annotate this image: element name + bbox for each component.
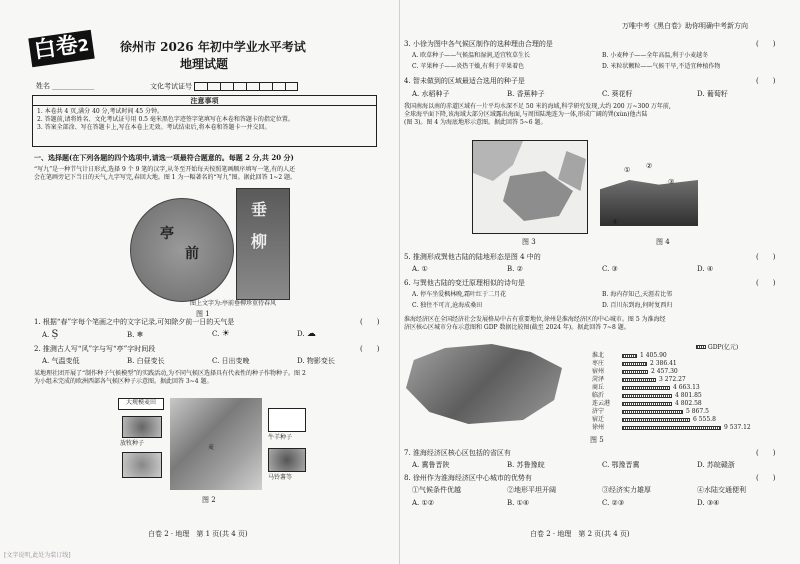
option-b[interactable]: B. 小麦种子——全年高温,利于小麦越冬 [602,52,709,59]
gdp-bar [622,370,648,374]
option-c[interactable]: C. 独往不可言,沧海成桑田 [412,302,483,309]
fig1-caption: 图上文字为:亭前垂柳珍重待春风 [190,300,277,307]
question-6: 6. 与巽他古陆的变迁原理相似的诗句是 [404,279,525,287]
terrain-mark: ② [646,162,653,170]
gdp-bar [622,394,672,398]
figure-1 [130,188,290,308]
fig1-char: 前 [185,246,199,262]
option-d[interactable]: D. 苏皖赣浙 [697,461,735,469]
seed-card: 牛羊种子 [268,434,293,441]
category-label: 淮北 [592,352,605,359]
terrain-mark: ④ [612,218,619,226]
answer-paren[interactable]: ( ) [756,279,776,287]
option-d[interactable]: D. ☁ [297,329,316,339]
figure-2 [118,394,308,494]
option-b[interactable]: B. ①④ [507,499,530,507]
option-c[interactable]: C. ②③ [602,499,625,507]
terrain-mark: ① [624,166,631,174]
binding-note: [文字说明,此处为装订线] [4,552,71,559]
question-8: 8. 徐州作为淮海经济区中心城市的优势有 [404,474,532,482]
page-footer: 白卷 2 · 地理 第 2 页(共 4 页) [530,530,630,538]
category-label: 连云港 [592,400,611,407]
fig1-label: 图 1 [196,310,210,318]
value-label: 4 663.13 [673,384,700,391]
category-label: 枣庄 [592,360,605,367]
figure-3-map [472,140,588,234]
section-heading: 一、选择题(在下列各题的四个选项中,请选一项最符合题意的。每题 2 分,共 20 分) [34,153,294,162]
value-label: 9 537.12 [724,424,751,431]
exam-badge: 白卷2 [28,30,95,68]
page-header: 万唯中考《黑白卷》助你明确中考新方向 [622,22,748,30]
answer-paren[interactable]: ( ) [360,318,380,326]
legend-label: GDP(亿元) [707,344,739,351]
option-b[interactable]: B. 香蕉种子 [507,90,545,98]
value-label: 3 272.27 [659,376,686,383]
exam-subtitle: 地理试题 [180,57,229,71]
option-b[interactable]: B. 海内存知己,天涯若比邻 [602,291,673,298]
option-d[interactable]: D. 米粒状颗粒——气候干旱,不适宜种植作物 [602,63,721,70]
category-label: 徐州 [592,424,605,431]
option-d[interactable]: D. 葡萄籽 [697,90,728,98]
gdp-bar [622,410,683,414]
id-field[interactable]: 文化考试证号 [150,82,298,92]
statement: ①气候条件优越 [412,486,461,494]
xiejiu-panel [236,188,290,300]
option-c[interactable]: C. ③ [602,265,618,273]
notice-item: 1. 本卷共 4 页,满分 40 分,考试时间 45 分钟。 [37,108,163,115]
option-d[interactable]: D. ③④ [697,499,720,507]
question-4: 4. 智未做到的区域最适合选用的种子是 [404,77,525,85]
option-a[interactable]: A. ① [412,265,428,273]
seed-card: 马铃薯等 [268,474,293,481]
option-c[interactable]: C. 葵花籽 [602,90,633,98]
chart-plot [592,352,796,434]
seed-card: 大规模麦田 [118,398,164,410]
map-label: 麦 [208,444,215,451]
option-b[interactable]: B. ❄ [127,330,144,339]
seed-photo [268,408,306,432]
intro-paragraph: “写九”是一种节气计日形式,选择 9 个 9 笔的汉字,从冬至开始每天按照笔画顺序填写一笔,有的人还 会在笔画旁记下当日的天气,九字写完,春回大地。图 1 为一幅著名的“写九”图。据此回答 1~2 题。 [34,166,297,181]
xiejiu-disc [130,198,234,302]
option-a[interactable]: A. ①② [412,499,435,507]
answer-paren[interactable]: ( ) [756,253,776,261]
page-2 [400,0,800,564]
option-a[interactable]: A. 冀鲁晋陕 [412,461,450,469]
question-2: 2. 推测古人写“风”字与写“亭”字时间段 [34,345,156,353]
answer-paren[interactable]: ( ) [756,77,776,85]
gdp-bar [622,378,656,382]
rain-sun-icon: Ș [51,329,59,340]
fig5-label: 图 5 [590,436,604,444]
fig1-char: 亭 [160,226,174,242]
answer-paren[interactable]: ( ) [756,40,776,48]
figure-4-seafloor [596,160,706,232]
intro-paragraph: 我国南海以南的赤道区域有一片平均水深不足 50 米的海域,科学研究发现,大约 200 万~300 万年前, 全球海平面下降,该海域大部分区域露出海面,与周围陆地连为一体,形成广阔的巽(xùn)他古陆 (图 3)。图 4 为海底地形示意图。据此回答 5~6 题。 [404,103,671,126]
europe-map [170,398,262,490]
page-footer: 白卷 2 · 地理 第 1 页(共 4 页) [148,530,248,538]
name-field[interactable]: 姓名 ____________ [36,82,95,90]
notice-list [33,106,376,134]
option-a[interactable]: A. 欧草种子——气候温和湿润,适宜牧草生长 [412,52,531,59]
seed-photo [122,452,162,478]
seed-photo [122,416,162,438]
question-7: 7. 淮海经济区核心区包括的省区有 [404,449,511,457]
category-label: 临沂 [592,392,605,399]
terrain-mark: ③ [668,178,675,186]
option-a[interactable]: A. 水稻种子 [412,90,450,98]
gdp-bar [622,362,647,366]
notice-title: 注意事项 [33,96,376,106]
figure-5-map [406,344,562,424]
option-b[interactable]: B. ② [507,265,523,273]
value-label: 6 555.8 [693,416,716,423]
option-c[interactable]: C. 日出变晚 [212,357,250,365]
gdp-bar [622,418,690,422]
chart-legend [696,344,738,352]
gdp-bar [622,386,670,390]
fig1-char: 柳 [251,232,268,251]
value-label: 2 457.30 [651,368,678,375]
category-label: 菏泽 [592,376,605,383]
notice-item: 3. 答案全部涂、写在答题卡上,写在本卷上无效。考试结束后,将本卷和答题卡一并交回。 [37,124,271,131]
statement: ③经济实力雄厚 [602,486,651,494]
land-mass [473,141,523,181]
option-c[interactable]: C. ☀ [212,329,230,339]
gdp-bar [622,402,672,406]
cloud-sun-icon: ☁ [306,329,316,339]
option-a[interactable]: A. Ș [42,329,59,340]
option-b[interactable]: B. 苏鲁豫皖 [507,461,545,469]
value-label: 5 867.5 [686,408,709,415]
gdp-bar [622,354,637,358]
option-a[interactable]: A. 气温变低 [42,357,80,365]
question-5: 5. 推测形成巽他古陆的陆地形态是图 4 中的 [404,253,541,261]
category-label: 商丘 [592,384,605,391]
fig1-char: 垂 [251,200,268,219]
fig3-label: 图 3 [522,238,536,246]
exam-title: 徐州市 2026 年初中学业水平考试 [120,40,306,54]
value-label: 1 405.90 [640,352,667,359]
question-3: 3. 小徐为图中各气候区制作的选种理由合理的是 [404,40,553,48]
notice-box [32,95,377,147]
option-c[interactable]: C. 鄂豫晋冀 [602,461,640,469]
value-label: 4 801.85 [675,392,702,399]
option-d[interactable]: D. 百川东到海,何时复西归 [602,302,673,309]
option-b[interactable]: B. 白昼变长 [127,357,165,365]
answer-paren[interactable]: ( ) [360,345,380,353]
fig4-label: 图 4 [656,238,670,246]
statement: ②地形平坦开阔 [507,486,556,494]
option-d[interactable]: D. 物影变长 [297,357,335,365]
seed-card: 放牧种子 [120,440,145,447]
category-label: 宿迁 [592,416,605,423]
option-c[interactable]: C. 苹果种子——炎热干燥,有利于苹果着色 [412,63,525,70]
option-a[interactable]: A. 停车坐爱枫林晚,霜叶红于二月花 [412,291,507,298]
fig2-label: 图 2 [202,496,216,504]
legend-swatch [696,345,706,349]
value-label: 2 386.41 [650,360,677,367]
answer-paren[interactable]: ( ) [756,449,776,457]
seed-photo [268,448,306,472]
gdp-bar [622,426,721,430]
category-label: 宿州 [592,368,605,375]
question-1: 1. 根据“春”字每个笔画之中的文字记录,可知除夕前一日的天气是 [34,318,235,326]
answer-paren[interactable]: ( ) [756,474,776,482]
option-d[interactable]: D. ④ [697,265,714,273]
category-label: 济宁 [592,408,605,415]
intro-paragraph: 某地理社团开展了“制作种子气候模型”的实践活动,为不同气候区选择具有代表性的种子作物种子。图 2 为小组未完成的欧洲西部各气候区种子示意图。据此回答 3~4 题。 [34,370,306,385]
gdp-chart [592,344,796,434]
value-label: 4 802.58 [675,400,702,407]
snow-icon: ❄ [136,330,144,339]
sun-icon: ☀ [221,329,230,339]
intro-paragraph: 淮海经济区在全国经济社会发展格局中占有重要地位,徐州是淮海经济区的中心城市。图 5 为淮海经 济区核心区城市分布示意图和 GDP 数据比较图(截至 2024 年)。据此回答 7~8 题。 [404,316,666,331]
notice-item: 2. 答题前,请将姓名、文化考试证号用 0.5 毫米黑色字迹签字笔填写在本卷和答题卡的指定位置。 [37,116,294,123]
statement: ④水陆交通便利 [697,486,746,494]
